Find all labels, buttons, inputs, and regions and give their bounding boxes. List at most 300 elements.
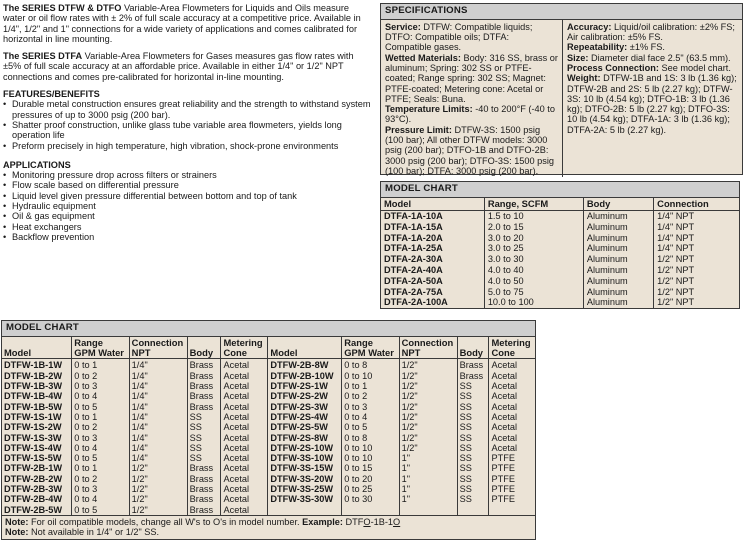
table-row — [381, 265, 739, 276]
header-text: NPT — [131, 346, 151, 358]
header-text: Connection — [131, 336, 184, 348]
table-row — [2, 433, 535, 443]
spec-value: DTFW: Compatible liquids; DTFO: Compatible oils; DTFA: Compatible gases. — [385, 21, 533, 53]
specs-left-column — [381, 20, 563, 177]
cell-range: 0 to 1 — [72, 463, 129, 473]
cell-body: Aluminum — [583, 243, 653, 254]
table-row — [381, 243, 739, 254]
cell-model: DTFW-2B-2W — [2, 474, 72, 484]
intro-section — [3, 3, 371, 242]
cell-body: SS — [457, 433, 489, 443]
cell-body: Brass — [187, 402, 221, 412]
cell-metering-cone: Acetal — [221, 391, 268, 401]
column-header-model — [2, 337, 72, 359]
spec-label: Pressure Limit: — [385, 124, 452, 135]
cell-model: DTFW-2S-5W — [268, 422, 342, 432]
series-dtfw-dtfo-title: The SERIES DTFW & DTFO — [3, 3, 122, 13]
cell-range — [342, 505, 399, 515]
spec-pressure-limit — [385, 125, 558, 176]
spec-value: DTFW-3S: 1500 psig (100 bar); All other DTFW models: 3000 psig (200 bar); DTFO-1B and DTFO-2B: 3000 psig (200 bar); DTFO-3S: 1500 psig (100 bar); DTFA: 3000 psig (200 bar). — [385, 124, 555, 176]
cell-body: SS — [457, 381, 489, 391]
cell-connection: 1/2" — [399, 433, 457, 443]
cell-range: 0 to 4 — [72, 391, 129, 401]
cell-connection: 1/2" — [129, 494, 187, 504]
dtfw-model-chart-title: MODEL CHART — [2, 321, 535, 337]
cell-body: Aluminum — [583, 297, 653, 308]
spec-size — [567, 53, 738, 63]
spec-label: Repeatability: — [567, 42, 628, 53]
cell-connection: 1/2" NPT — [657, 275, 695, 286]
cell-connection: 1/2" — [399, 443, 457, 453]
cell-model: DTFW-2B-10W — [268, 371, 342, 381]
cell-model: DTFW-2S-8W — [268, 433, 342, 443]
cell-body: Aluminum — [583, 222, 653, 233]
cell-range: 0 to 4 — [72, 494, 129, 504]
cell-model: DTFA-2A-30A — [381, 254, 484, 265]
cell-body: SS — [457, 474, 489, 484]
cell-body: SS — [457, 494, 489, 504]
cell-range: 0 to 10 — [342, 371, 399, 381]
cell-body: SS — [457, 463, 489, 473]
dtfw-model-table — [2, 337, 535, 515]
cell-range: 3.0 to 20 — [484, 232, 583, 243]
cell-metering-cone: Acetal — [221, 422, 268, 432]
cell-range: 4.0 to 40 — [484, 265, 583, 276]
cell-connection: 1/2" — [399, 391, 457, 401]
cell-body: SS — [457, 453, 489, 463]
column-header-range — [342, 337, 399, 359]
cell-connection: 1/4" — [129, 381, 187, 391]
dtfa-model-table — [381, 198, 739, 308]
cell-model: DTFW-1B-1W — [2, 359, 72, 371]
cell-body: SS — [187, 412, 221, 422]
cell-connection: 1/2" NPT — [657, 265, 695, 275]
cell-body: Brass — [457, 371, 489, 381]
note-text: Not available in 1/4" or 1/2" SS. — [28, 527, 160, 538]
cell-body: SS — [457, 443, 489, 453]
cell-metering-cone: Acetal — [221, 433, 268, 443]
cell-connection: 1/2" — [129, 484, 187, 494]
cell-range: 0 to 15 — [342, 463, 399, 473]
cell-model: DTFW-1B-5W — [2, 402, 72, 412]
cell-connection: 1" — [399, 494, 457, 504]
dtfw-model-chart — [1, 320, 536, 540]
cell-range: 0 to 4 — [72, 443, 129, 453]
column-header-body — [457, 337, 489, 359]
example-underlined-letter: O — [363, 516, 371, 527]
cell-model: DTFW-1S-3W — [2, 433, 72, 443]
cell-model: DTFA-2A-50A — [381, 276, 484, 287]
cell-model: DTFA-1A-10A — [381, 211, 484, 222]
cell-body: Brass — [187, 494, 221, 504]
cell-body: Brass — [457, 359, 489, 371]
list-item: • Oil & gas equipment — [3, 211, 371, 221]
cell-connection: 1/4" — [129, 359, 187, 371]
cell-range: 0 to 1 — [72, 412, 129, 422]
cell-range: 3.0 to 30 — [484, 254, 583, 265]
cell-metering-cone: Acetal — [491, 442, 518, 453]
cell-body: Brass — [187, 359, 221, 371]
list-item: • Flow scale based on differential pressure — [3, 180, 371, 190]
cell-range: 0 to 20 — [342, 474, 399, 484]
spec-service — [385, 22, 558, 53]
dtfa-model-chart — [380, 181, 740, 309]
cell-model: DTFW-2B-3W — [2, 484, 72, 494]
cell-body: SS — [457, 422, 489, 432]
table-row — [2, 371, 535, 381]
cell-metering-cone: Acetal — [221, 494, 268, 504]
header-text: GPM Water — [74, 346, 124, 358]
header-text: Model — [4, 346, 32, 358]
cell-metering-cone: PTFE — [491, 463, 515, 474]
table-row — [381, 297, 739, 308]
cell-body — [457, 505, 489, 515]
note-label: Note: — [5, 516, 29, 527]
cell-connection: 1/4" — [129, 443, 187, 453]
table-row — [381, 222, 739, 233]
spec-temperature-limits — [385, 104, 558, 125]
cell-model: DTFW-2S-10W — [268, 443, 342, 453]
cell-range: 0 to 4 — [342, 412, 399, 422]
cell-body: Brass — [187, 484, 221, 494]
spec-value: Liquid/oil calibration: ±2% FS; Air calibration: ±5% FS. — [567, 21, 735, 43]
cell-metering-cone: PTFE — [491, 473, 515, 484]
chart-notes — [2, 515, 535, 539]
cell-model: DTFW-1S-1W — [2, 412, 72, 422]
spec-wetted-materials — [385, 53, 558, 104]
specifications-title: SPECIFICATIONS — [381, 4, 742, 20]
features-heading: FEATURES/BENEFITS — [3, 89, 100, 100]
cell-metering-cone: Acetal — [221, 484, 268, 494]
table-row — [381, 286, 739, 297]
table-row — [2, 463, 535, 473]
cell-metering-cone: Acetal — [491, 401, 518, 412]
applications-heading: APPLICATIONS — [3, 159, 71, 170]
header-text: Cone — [491, 346, 515, 358]
cell-connection: 1/2" — [129, 474, 187, 484]
availability-note — [5, 527, 532, 537]
header-text: Metering — [491, 336, 531, 348]
cell-range: 5.0 to 75 — [484, 286, 583, 297]
column-header-model: Model — [381, 198, 484, 211]
cell-connection: 1/2" — [399, 402, 457, 412]
column-header-connection — [129, 337, 187, 359]
cell-body: SS — [457, 484, 489, 494]
cell-range: 0 to 3 — [72, 381, 129, 391]
header-text: Range — [74, 336, 103, 348]
spec-label: Weight: — [567, 73, 601, 84]
header-text: Body — [459, 346, 484, 358]
list-item: • Preform precisely in high temperature, high vibration, shock-prone environments — [3, 141, 371, 151]
example-underlined-letter: O — [393, 516, 401, 527]
cell-model: DTFA-2A-75A — [381, 286, 484, 297]
cell-model: DTFW-3S-25W — [268, 484, 342, 494]
table-row — [2, 505, 535, 515]
cell-range: 0 to 5 — [72, 505, 129, 515]
table-row — [2, 443, 535, 453]
dtfw-dtfo-text: Variable-Area Flowmeters for Liquids and Oils measure water or oil flow rates with ± 2% of full scale accuracy at a competitive price. Available in 1/4", 1/2" and 1" connections for a wide variety of applications and comes calibrated for horizontal in line mounting. — [3, 3, 361, 44]
cell-metering-cone: Acetal — [491, 411, 518, 422]
cell-range: 10.0 to 100 — [484, 297, 583, 308]
cell-model: DTFW-1S-4W — [2, 443, 72, 453]
cell-connection: 1/2" — [129, 505, 187, 515]
cell-range: 0 to 1 — [72, 359, 129, 371]
cell-body: Brass — [187, 371, 221, 381]
cell-model: DTFW-1B-4W — [2, 391, 72, 401]
spec-accuracy — [567, 22, 738, 43]
cell-model: DTFW-3S-15W — [268, 463, 342, 473]
header-text: Connection — [401, 336, 454, 348]
cell-range: 0 to 8 — [342, 359, 399, 371]
cell-body: SS — [187, 443, 221, 453]
cell-body: SS — [187, 422, 221, 432]
cell-range: 0 to 25 — [342, 484, 399, 494]
cell-connection: 1/2" NPT — [657, 297, 695, 308]
cell-connection — [399, 505, 457, 515]
cell-model: DTFA-2A-100A — [381, 297, 484, 308]
spec-label: Temperature Limits: — [385, 104, 473, 115]
cell-model: DTFA-2A-40A — [381, 265, 484, 276]
dtfa-description — [3, 51, 371, 82]
table-row — [381, 232, 739, 243]
cell-metering-cone: Acetal — [221, 359, 268, 371]
column-header-body — [187, 337, 221, 359]
cell-range: 0 to 3 — [72, 484, 129, 494]
cell-connection: 1/4" NPT — [657, 211, 695, 222]
list-item: • Shatter proof construction, unlike glass tube variable area flowmeters, yields long operation life — [3, 120, 371, 141]
cell-connection: 1/4" — [129, 402, 187, 412]
header-text: Model — [270, 346, 298, 358]
spec-repeatability — [567, 42, 738, 52]
cell-connection: 1" — [399, 463, 457, 473]
cell-connection: 1/4" — [129, 371, 187, 381]
cell-body: Brass — [187, 391, 221, 401]
cell-metering-cone: Acetal — [491, 391, 518, 402]
header-text: Body — [189, 346, 214, 358]
list-item: • Durable metal construction ensures great reliability and the strength to withstand system pressures of up to 3000 psig (200 bar). — [3, 99, 371, 120]
cell-range: 0 to 2 — [72, 474, 129, 484]
table-row — [2, 412, 535, 422]
cell-connection: 1/4" NPT — [657, 232, 695, 243]
cell-model: DTFW-3S-10W — [268, 453, 342, 463]
cell-connection: 1/2" — [399, 359, 457, 371]
cell-model: DTFA-1A-25A — [381, 243, 484, 254]
list-item: • Hydraulic equipment — [3, 201, 371, 211]
cell-metering-cone: Acetal — [491, 432, 518, 443]
cell-model: DTFW-1B-3W — [2, 381, 72, 391]
list-item: • Monitoring pressure drop across filters or strainers — [3, 170, 371, 180]
cell-model: DTFA-1A-20A — [381, 232, 484, 243]
cell-model: DTFW-1S-5W — [2, 453, 72, 463]
cell-body: Aluminum — [583, 265, 653, 276]
cell-metering-cone: Acetal — [221, 381, 268, 391]
table-row — [2, 484, 535, 494]
cell-model: DTFW-2B-4W — [2, 494, 72, 504]
specifications-box — [380, 3, 743, 175]
cell-body: SS — [187, 433, 221, 443]
cell-model: DTFW-3S-30W — [268, 494, 342, 504]
cell-body: Aluminum — [583, 211, 653, 222]
example-text: DTF — [342, 516, 364, 527]
cell-model: DTFW-2S-4W — [268, 412, 342, 422]
spec-label: Wetted Materials: — [385, 52, 461, 63]
cell-connection: 1/2" — [399, 422, 457, 432]
column-header-model — [268, 337, 342, 359]
column-header-body: Body — [583, 198, 653, 211]
cell-metering-cone: Acetal — [221, 463, 268, 473]
table-row — [2, 381, 535, 391]
cell-range: 0 to 2 — [342, 391, 399, 401]
table-row — [2, 494, 535, 504]
header-text: Range — [344, 336, 373, 348]
cell-body: Aluminum — [583, 232, 653, 243]
cell-connection: 1" — [399, 453, 457, 463]
cell-body: SS — [457, 402, 489, 412]
cell-model: DTFW-3S-20W — [268, 474, 342, 484]
cell-range: 0 to 2 — [72, 371, 129, 381]
example-text: -1B-1 — [370, 516, 394, 527]
column-header-connection: Connection — [654, 198, 739, 211]
table-row — [2, 474, 535, 484]
specs-right-column — [563, 20, 742, 177]
header-text: NPT — [401, 346, 421, 358]
example-label: Example: — [302, 516, 343, 527]
cell-body: Brass — [187, 381, 221, 391]
cell-connection: 1/2" — [399, 412, 457, 422]
header-text: Cone — [223, 346, 247, 358]
oil-model-note — [5, 517, 532, 527]
cell-connection: 1/2" — [399, 381, 457, 391]
cell-metering-cone: Acetal — [491, 422, 518, 433]
cell-body: SS — [457, 391, 489, 401]
cell-range: 3.0 to 25 — [484, 243, 583, 254]
cell-connection: 1/2" NPT — [657, 254, 695, 265]
cell-metering-cone: Acetal — [221, 505, 268, 515]
cell-model: DTFW-1S-2W — [2, 422, 72, 432]
list-item: • Heat exchangers — [3, 222, 371, 232]
list-item: • Liquid level given pressure differential between bottom and top of tank — [3, 191, 371, 201]
cell-body: Brass — [187, 463, 221, 473]
dtfw-dtfo-description — [3, 3, 371, 44]
cell-metering-cone: Acetal — [221, 474, 268, 484]
note-label: Note: — [5, 527, 29, 538]
cell-connection: 1/2" — [399, 371, 457, 381]
cell-body: Aluminum — [583, 286, 653, 297]
cell-model: DTFW-2B-1W — [2, 463, 72, 473]
cell-metering-cone: Acetal — [221, 412, 268, 422]
table-row — [381, 211, 739, 222]
cell-model: DTFW-2B-5W — [2, 505, 72, 515]
column-header-range — [72, 337, 129, 359]
cell-range: 0 to 5 — [342, 422, 399, 432]
cell-connection: 1/4" — [129, 412, 187, 422]
applications-list — [3, 170, 371, 242]
cell-connection: 1/4" — [129, 391, 187, 401]
spec-label: Accuracy: — [567, 21, 612, 32]
cell-connection: 1/4" — [129, 453, 187, 463]
spec-process-connection — [567, 63, 738, 73]
spec-value: DTFW-1B and 1S: 3 lb (1.36 kg); DTFW-2B and 2S: 5 lb (2.27 kg); DTFW-3S: 10 lb (4.54 kg); DTFO-1B: 3 lb (1.36 kg); DTFO-2B: 5 lb (2.27 kg); DTFO-3S: 10 lb (4.54 kg); DTFA-1A: 3 lb (1.36 kg); DTFA-2A: 5 lb (2.27 kg). — [567, 73, 737, 135]
table-row — [2, 402, 535, 412]
cell-metering-cone — [489, 505, 535, 515]
table-row — [2, 422, 535, 432]
cell-model: DTFW-2S-3W — [268, 402, 342, 412]
cell-range: 2.0 to 15 — [484, 222, 583, 233]
cell-connection: 1" — [399, 474, 457, 484]
column-header-connection — [399, 337, 457, 359]
spec-label: Size: — [567, 52, 589, 63]
cell-metering-cone: PTFE — [491, 494, 515, 505]
table-row — [2, 453, 535, 463]
cell-body: Aluminum — [583, 254, 653, 265]
column-header-range: Range, SCFM — [484, 198, 583, 211]
features-list — [3, 99, 371, 150]
cell-range: 0 to 5 — [72, 453, 129, 463]
spec-value: -40 to 200°F (-40 to 93°C). — [385, 104, 555, 125]
cell-connection: 1" — [399, 484, 457, 494]
dtfa-text: Variable-Area Flowmeters for Gases measures gas flow rates with ±5% of full scale accuracy at an affordable price. Available in either 1/4" or 1/2" NPT connections and comes pre-calibrated for horizontal in-line mounting. — [3, 51, 354, 82]
cell-body: Brass — [187, 474, 221, 484]
cell-range: 0 to 30 — [342, 494, 399, 504]
spec-label: Service: — [385, 21, 421, 32]
cell-metering-cone: Acetal — [221, 453, 268, 463]
cell-range: 0 to 3 — [72, 433, 129, 443]
cell-metering-cone: Acetal — [221, 371, 268, 381]
spec-value: See model chart. — [658, 62, 731, 73]
spec-weight — [567, 73, 738, 135]
cell-range: 0 to 3 — [342, 402, 399, 412]
cell-connection: 1/4" NPT — [657, 221, 695, 232]
list-item: • Backflow prevention — [3, 232, 371, 242]
cell-connection: 1/4" NPT — [657, 243, 695, 254]
cell-metering-cone: PTFE — [491, 484, 515, 495]
cell-body: SS — [187, 453, 221, 463]
cell-range: 0 to 8 — [342, 433, 399, 443]
note-text: For oil compatible models, change all W's to O's in model number. — [28, 516, 303, 527]
table-row — [2, 391, 535, 401]
cell-range: 0 to 1 — [342, 381, 399, 391]
cell-range: 0 to 10 — [342, 443, 399, 453]
cell-range: 0 to 2 — [72, 422, 129, 432]
cell-body: SS — [457, 412, 489, 422]
cell-metering-cone: Acetal — [491, 370, 518, 381]
dtfa-model-chart-title: MODEL CHART — [381, 182, 739, 198]
cell-model: DTFW-2B-8W — [268, 359, 342, 371]
cell-model: DTFA-1A-15A — [381, 222, 484, 233]
cell-body: Aluminum — [583, 276, 653, 287]
cell-metering-cone: Acetal — [491, 381, 518, 392]
cell-model: DTFW-2S-2W — [268, 391, 342, 401]
table-row — [2, 359, 535, 371]
cell-range: 0 to 10 — [342, 453, 399, 463]
cell-metering-cone: PTFE — [491, 453, 515, 464]
cell-model — [268, 505, 342, 515]
spec-label: Process Connection: — [567, 62, 659, 73]
cell-range: 4.0 to 50 — [484, 276, 583, 287]
header-text: Metering — [223, 336, 263, 348]
cell-connection: 1/4" — [129, 433, 187, 443]
header-text: GPM Water — [344, 346, 394, 358]
cell-body: Brass — [187, 505, 221, 515]
cell-metering-cone: Acetal — [221, 402, 268, 412]
cell-model: DTFW-1B-2W — [2, 371, 72, 381]
cell-range: 0 to 5 — [72, 402, 129, 412]
cell-connection: 1/2" NPT — [657, 286, 695, 297]
cell-model: DTFW-2S-1W — [268, 381, 342, 391]
cell-metering-cone: Acetal — [491, 360, 518, 371]
cell-connection: 1/2" — [129, 463, 187, 473]
series-dtfa-title: The SERIES DTFA — [3, 51, 83, 62]
